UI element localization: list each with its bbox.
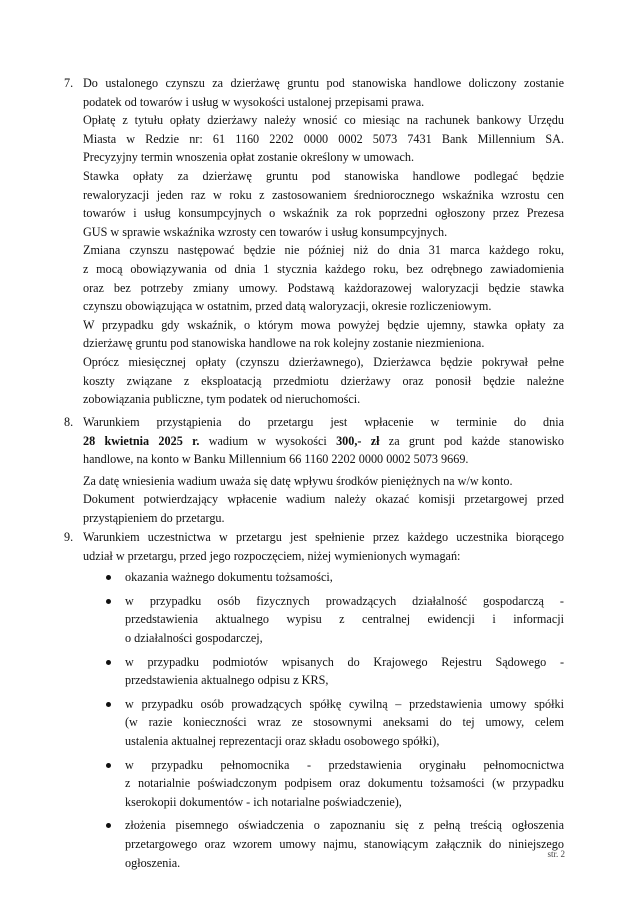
paragraph-line: Warunkiem przystąpienia do przetargu jest wpłacenie w terminie do dnia [83,415,564,429]
paragraph-line: udział w przetargu, przed jego rozpoczęciem, niżej wymienionych wymagań: [83,548,461,563]
section-number: 7. [64,76,74,90]
paragraph-line: koszty związane z eksploatacją przedmiotu dzierżawy oraz ponosił będzie należne [83,373,564,388]
section-7 [64,74,564,409]
paragraph-line: GUS w sprawie wskaźnika wzrosty cen towarów i usług konsumpcyjnych. [83,224,448,239]
list-item: w przypadku osób fizycznych prowadzących działalność gospodarczą - przedstawienia aktualnego wypisu z centralnej ewidencji i informacji o działalności gospodarczej, [105,592,564,648]
section-body [83,528,564,872]
list-item: w przypadku podmiotów wpisanych do Krajowego Rejestru Sądowego - przedstawienia aktualnego odpisu z KRS, [105,653,564,690]
paragraph-line: czynszu obowiązująca w ostatnim, przed datą waloryzacji, okresie rozliczeniowym. [83,299,492,314]
section-8 [64,413,564,528]
paragraph-line: przystąpieniem do przetargu. [83,510,225,525]
paragraph-line: podatek od towarów i usług w wysokości ustalonej przepisami prawa. [83,94,425,109]
paragraph-line: Stawka opłaty za dzierżawę gruntu pod stanowiska handlowe podlegać będzie [83,168,564,183]
requirements-list [105,568,564,872]
bullet-icon [106,575,111,580]
paragraph-line: W przypadku gdy wskaźnik, o którym mowa powyżej będzie ujemny, stawka opłaty za [83,317,564,332]
section-number: 9. [64,530,74,544]
bullet-icon [106,702,111,707]
list-item: złożenia pisemnego oświadczenia o zapoznaniu się z pełną treścią ogłoszenia przetargowego oraz wzorem umowy najmu, stanowiącym załącznik do niniejszego ogłoszenia. [105,816,564,872]
section-number: 8. [64,415,74,429]
paragraph-line: Za datę wniesienia wadium uważa się datę wpływu środków pieniężnych na w/w konto. [83,473,513,488]
paragraph-line: dzierżawę gruntu pod stanowiska handlowe na rok kolejny zostanie niezmieniona. [83,336,485,351]
list-item: okazania ważnego dokumentu tożsamości, [105,568,564,587]
paragraph-line: towarów i usług konsumpcyjnych o wskaźnik za rok poprzedni ogłoszony przez Prezesa [83,206,564,221]
page-number: str. 2 [547,849,565,859]
bullet-icon [106,599,111,604]
paragraph-line-with-bold: 28 kwietnia 2025 r. wadium w wysokości 300,- zł za grunt pod każde stanowisko [83,433,564,448]
paragraph-line: oraz bez potrzeby zmiany umowy. Podstawą każdorazowej waloryzacji będzie stawka [83,280,564,295]
paragraph-line: Oprócz miesięcznej opłaty (czynszu dzierżawnego), Dzierżawca będzie pokrywał pełne [83,354,564,369]
paragraph-line: Zmiana czynszu następować będzie nie później niż do dnia 31 marca każdego roku, [83,243,564,258]
paragraph-line: Precyzyjny termin wnoszenia opłat zostanie określony w umowach. [83,150,415,165]
paragraph-line: rewaloryzacji jeden raz w roku z zastosowaniem średniorocznego wskaźnika wzrostu cen [83,187,564,202]
deadline-date: 28 kwietnia 2025 r. [83,433,200,448]
paragraph-line: zobowiązania publiczne, tym podatek od nieruchomości. [83,392,361,407]
bullet-icon [106,660,111,665]
paragraph-line: Warunkiem uczestnictwa w przetargu jest spełnienie przez każdego uczestnika biorącego [83,530,564,544]
paragraph-line: z mocą obowiązywania od dnia 1 stycznia każdego roku, bez odrębnego zawiadomienia [83,261,564,276]
paragraph-line: handlowe, na konto w Banku Millennium 66 1160 2202 0000 0002 5073 9669. [83,452,469,467]
paragraph-line: Dokument potwierdzający wpłacenie wadium należy okazać komisji przetargowej przed [83,492,564,507]
paragraph-line: Opłatę z tytułu opłaty dzierżawy należy wnosić co miesiąc na rachunek bankowy Urzędu [83,113,564,128]
bullet-icon [106,763,111,768]
section-body [83,74,564,409]
section-body [83,413,564,528]
paragraph-line: Do ustalonego czynszu za dzierżawę gruntu pod stanowiska handlowe doliczony zostanie [83,76,564,90]
section-9 [64,528,564,877]
paragraph-line: Miasta w Redzie nr: 61 1160 2202 0000 0002 5073 7431 Bank Millennium SA. [83,131,564,146]
deposit-amount: 300,- zł [336,433,380,448]
bullet-icon [106,823,111,828]
list-item: w przypadku osób prowadzących spółkę cywilną – przedstawienia umowy spółki (w razie konieczności wraz ze stosownymi aneksami do tej umowy, celem ustalenia aktualnej reprezentacji oraz składu osobowego spółki), [105,695,564,751]
list-item: w przypadku pełnomocnika - przedstawienia oryginału pełnomocnictwa z notarialnie poświadczonym podpisem oraz dokumentu tożsamości (w przypadku kserokopii dokumentów - ich notarialne poświadczenie), [105,756,564,812]
